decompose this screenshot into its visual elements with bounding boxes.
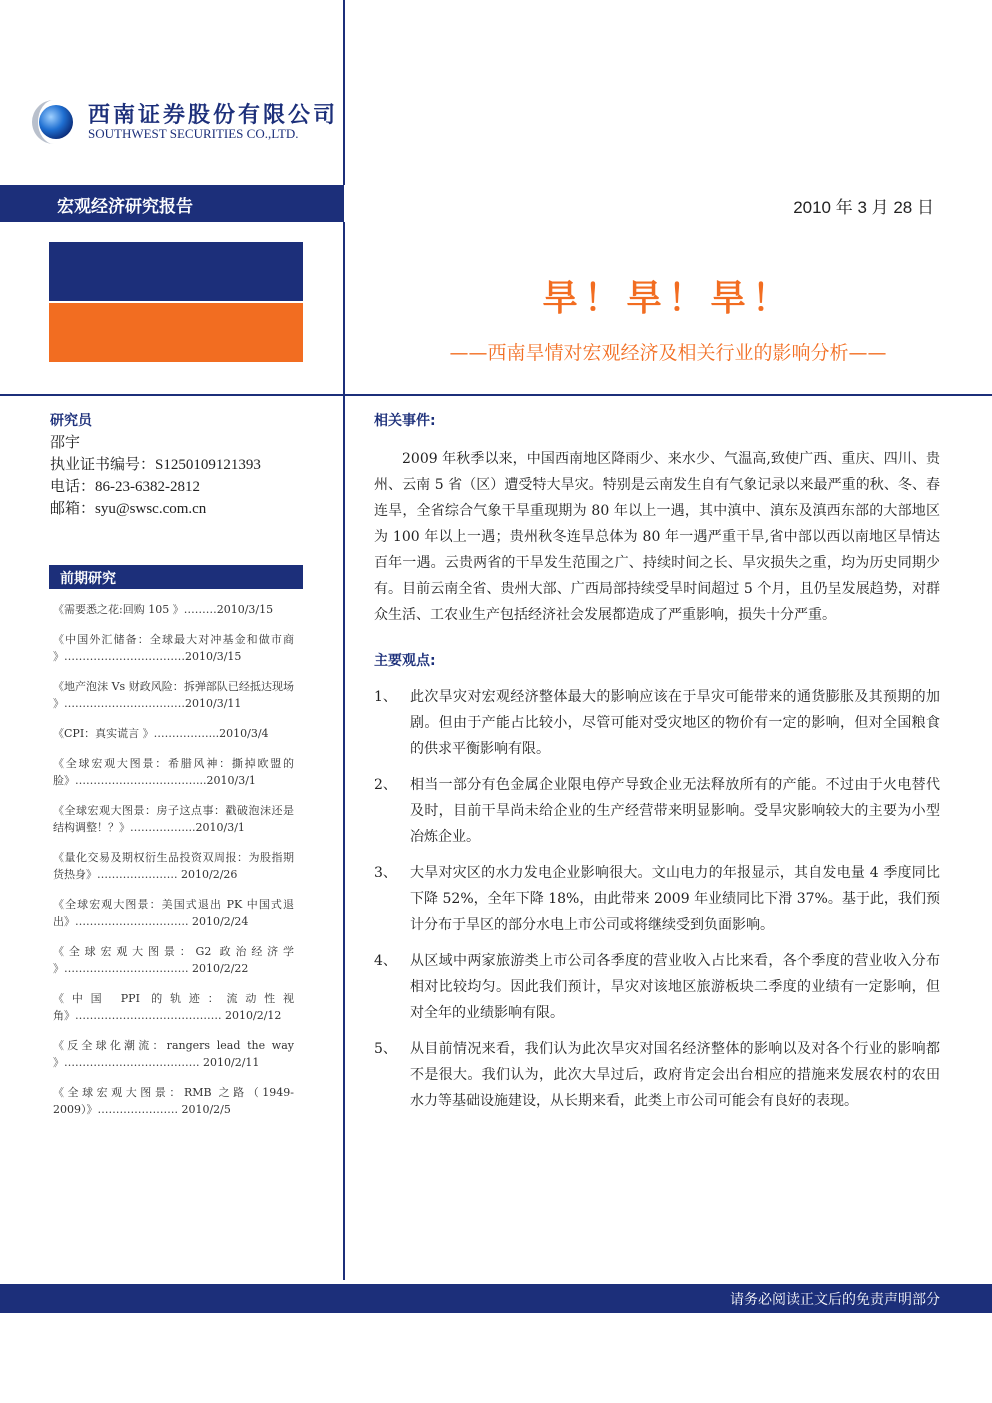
events-heading: 相关事件:	[374, 413, 436, 429]
views-heading: 主要观点:	[374, 653, 436, 669]
analyst-name: 邵宇	[50, 435, 81, 451]
horizontal-divider	[0, 394, 992, 396]
prior-research-item[interactable]: 《反全球化潮流：rangers lead the way 》………………………………. 2010/2/11	[53, 1039, 294, 1069]
analyst-license: 执业证书编号：S1250109121393	[50, 457, 261, 473]
prior-research-item[interactable]: 《全球宏观大图景：美国式退出 PK 中国式退出》…………………………. 2010/2/24	[53, 898, 294, 928]
prior-research-item[interactable]: 《量化交易及期权衍生品投资双周报：为股指期货热身》…………………. 2010/2/26	[53, 851, 294, 881]
report-type: 宏观经济研究报告	[57, 197, 193, 217]
prior-research-item[interactable]: 《中国外汇储备：全球最大对冲基金和做市商 》……………………………2010/3/15	[53, 633, 294, 663]
disclaimer-notice: 请务必阅读正文后的免责声明部分	[730, 1292, 940, 1308]
events-paragraph: 2009 年秋季以来，中国西南地区降雨少、来水少、气温高,致使广西、重庆、四川、贵州、云南 5 省（区）遭受特大旱灾。特别是云南发生自有气象记录以来最严重的秋、冬、春连旱，全省综合气象干旱重现期为 80 年以上一遇，其中滇中、滇东及滇西东部的大部地区为 100 年以上一遇；贵州秋冬连旱总体为 80 年一遇严重干旱,省中部以西以南地区旱情达百年一遇。云贵两省的干旱发生范围之广、持续时间之长、旱灾损失之重，均为历史同期少有。目前云南全省、贵州大部、广西局部持续受旱时间超过 5 个月，且仍呈发展趋势，对群众生活、工农业生产包括经济社会发展都造成了严重影响，损失十分严重。	[374, 451, 940, 623]
view-text: 大旱对灾区的水力发电企业影响很大。文山电力的年报显示，其自发电量 4 季度同比下降 52%，全年下降 18%，由此带来 2009 年业绩同比下滑 37%。基于此，我们预计分布于旱区的部分水电上市公司或将继续受到负面影响。	[410, 865, 940, 933]
views-list	[374, 684, 940, 1114]
analyst-phone: 电话：86-23-6382-2812	[50, 479, 200, 495]
prior-research-title: 前期研究	[60, 571, 116, 587]
view-text: 从区域中两家旅游类上市公司各季度的营业收入占比来看，各个季度的营业收入分布相对比较均匀。因此我们预计，旱灾对该地区旅游板块二季度的业绩有一定影响，但对全年的业绩影响有限。	[410, 953, 940, 1021]
prior-research-list	[53, 601, 294, 1131]
prior-research-item[interactable]: 《全球宏观大图景：房子这点事：戳破泡沫还是结构调整！？》……………...2010/3/1	[53, 804, 294, 834]
analyst-email[interactable]: 邮箱：syu@swsc.com.cn	[50, 501, 207, 517]
view-number: 2、	[374, 777, 397, 793]
prior-research-item[interactable]: 《地产泡沫 Vs 财政风险：拆弹部队已经抵达现场 》……………………………2010/3/11	[53, 680, 294, 710]
prior-research-item[interactable]: 《中国 PPI 的轨迹：流动性视角》…………………………………. 2010/2/12	[53, 992, 294, 1022]
view-item	[374, 948, 940, 1026]
view-text: 从目前情况来看，我们认为此次旱灾对国名经济整体的影响以及对各个行业的影响都不是很大。我们认为，此次大旱过后，政府肯定会出台相应的措施来发展农村的农田水力等基础设施建设，从长期来看，此类上市公司可能会有良好的表现。	[410, 1041, 940, 1109]
view-text: 相当一部分有色金属企业限电停产导致企业无法释放所有的产能。不过由于火电替代及时，目前干旱尚未给企业的生产经营带来明显影响。受旱灾影响较大的主要为小型冶炼企业。	[410, 777, 940, 845]
view-number: 5、	[374, 1041, 397, 1057]
prior-research-item[interactable]: 《全球宏观大图景：G2 政治经济学 》……………………………. 2010/2/22	[53, 945, 294, 975]
page-subtitle: ——西南旱情对宏观经济及相关行业的影响分析——	[449, 342, 887, 364]
prior-research-item[interactable]: 《CPI：真实谎言 》……………...2010/3/4	[53, 727, 269, 740]
view-item	[374, 684, 940, 762]
view-text: 此次旱灾对宏观经济整体最大的影响应该在于旱灾可能带来的通货膨胀及其预期的加剧。但由于产能占比较小，尽管可能对受灾地区的物价有一定的影响，但对全国粮食的供求平衡影响有限。	[410, 689, 940, 757]
company-name-en: SOUTHWEST SECURITIES CO.,LTD.	[88, 126, 299, 141]
prior-research-item[interactable]: 《全球宏观大图景：希腊风神：撕掉欧盟的脸》……………………………...2010/3/1	[53, 757, 294, 787]
view-item	[374, 860, 940, 938]
main-content	[374, 410, 940, 1114]
view-number: 3、	[374, 865, 397, 881]
view-item	[374, 772, 940, 850]
analyst-info	[50, 410, 261, 520]
view-number: 4、	[374, 953, 397, 969]
prior-research-item[interactable]: 《全球宏观大图景：RMB 之路（1949-2009）》…………………. 2010/2/5	[53, 1086, 294, 1116]
company-logo	[30, 98, 340, 148]
globe-logo-icon	[30, 98, 78, 146]
analyst-role: 研究员	[50, 413, 92, 429]
report-date: 2010 年 3 月 28 日	[793, 198, 934, 217]
page-title: 旱！旱！旱！	[541, 278, 794, 319]
view-item	[374, 1036, 940, 1114]
company-name-cn: 西南证券股份有限公司	[88, 103, 339, 128]
decorative-orange-block	[49, 303, 303, 362]
decorative-navy-block	[49, 242, 303, 301]
view-number: 1、	[374, 689, 397, 705]
prior-research-item[interactable]: 《需要悉之花:回购 105 》………2010/3/15	[53, 603, 274, 616]
